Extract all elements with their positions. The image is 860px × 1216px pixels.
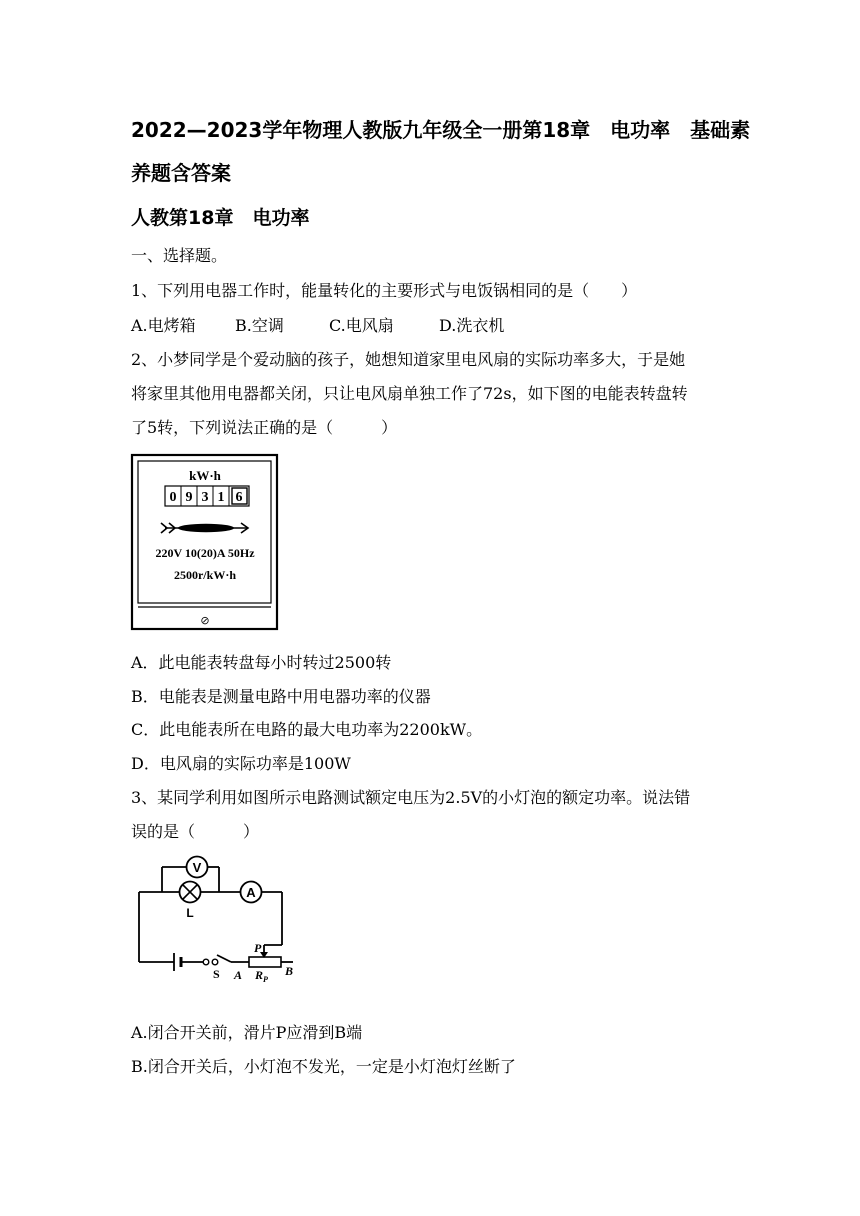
meter-digit: 9 xyxy=(185,490,193,505)
question-2-stem-line-3: 了5转，下列说法正确的是（ ） xyxy=(131,418,398,437)
meter-digit: 6 xyxy=(235,490,243,505)
option-b: B.空调 xyxy=(235,316,284,335)
question-2-stem-line-2: 将家里其他用电器都关闭，只让电风扇单独工作了72s，如下图的电能表转盘转 xyxy=(131,384,688,403)
question-2-option-a: A．此电能表转盘每小时转过2500转 xyxy=(131,653,392,672)
switch-label: S xyxy=(213,967,220,981)
rheostat-end-b-label: B xyxy=(285,964,294,978)
question-3-option-a: A.闭合开关前，滑片P应滑到B端 xyxy=(131,1023,363,1042)
rheostat-end-a-label: A xyxy=(234,968,243,982)
meter-constant-label: 2500r/kW·h xyxy=(173,568,237,582)
meter-unit-label: kW·h xyxy=(189,468,221,483)
question-3-stem-line-2: 误的是（ ） xyxy=(131,822,260,841)
voltmeter-label: V xyxy=(192,860,202,875)
meter-digit: 3 xyxy=(201,490,209,505)
option-d: D.洗衣机 xyxy=(439,316,505,335)
lamp-icon xyxy=(180,882,201,903)
rheostat-body xyxy=(249,957,281,967)
option-a: A.电烤箱 xyxy=(131,316,196,335)
electric-meter-figure xyxy=(129,452,281,634)
meter-digit: 0 xyxy=(169,490,177,505)
rheostat-label: $R_P$ xyxy=(255,968,268,982)
question-3-stem-line-1: 3、某同学利用如图所示电路测试额定电压为2.5V的小灯泡的额定功率。说法错 xyxy=(131,788,691,807)
circuit-diagram xyxy=(133,852,303,982)
option-c: C.电风扇 xyxy=(329,316,394,335)
meter-knob-icon: ⊘ xyxy=(200,614,210,627)
part-heading: 一、选择题。 xyxy=(131,246,228,265)
switch-contact xyxy=(203,959,209,965)
meter-digit: 1 xyxy=(217,490,225,505)
question-3-option-b: B.闭合开关后，小灯泡不发光，一定是小灯泡灯丝断了 xyxy=(131,1057,516,1076)
lamp-label: L xyxy=(186,906,194,920)
ammeter-label: A xyxy=(246,885,256,900)
switch-contact xyxy=(212,959,218,965)
document-title-line-1: 2022—2023学年物理人教版九年级全一册第18章 电功率 基础素 xyxy=(131,118,751,142)
section-heading: 人教第18章 电功率 xyxy=(131,207,310,229)
document-title-line-2: 养题含答案 xyxy=(131,161,231,185)
question-1-options xyxy=(131,316,504,336)
question-2-option-d: D．电风扇的实际功率是100W xyxy=(131,754,351,773)
meter-rating-label: 220V 10(20)A 50Hz xyxy=(155,546,255,560)
question-1-stem: 1、下列用电器工作时，能量转化的主要形式与电饭锅相同的是（ ） xyxy=(131,281,638,300)
question-2-option-b: B．电能表是测量电路中用电器功率的仪器 xyxy=(131,687,431,706)
question-2-stem-line-1: 2、小梦同学是个爱动脑的孩子，她想知道家里电风扇的实际功率多大，于是她 xyxy=(131,350,686,369)
slider-label: P xyxy=(254,941,262,955)
question-2-option-c: C．此电能表所在电路的最大电功率为2200kW。 xyxy=(131,720,483,739)
